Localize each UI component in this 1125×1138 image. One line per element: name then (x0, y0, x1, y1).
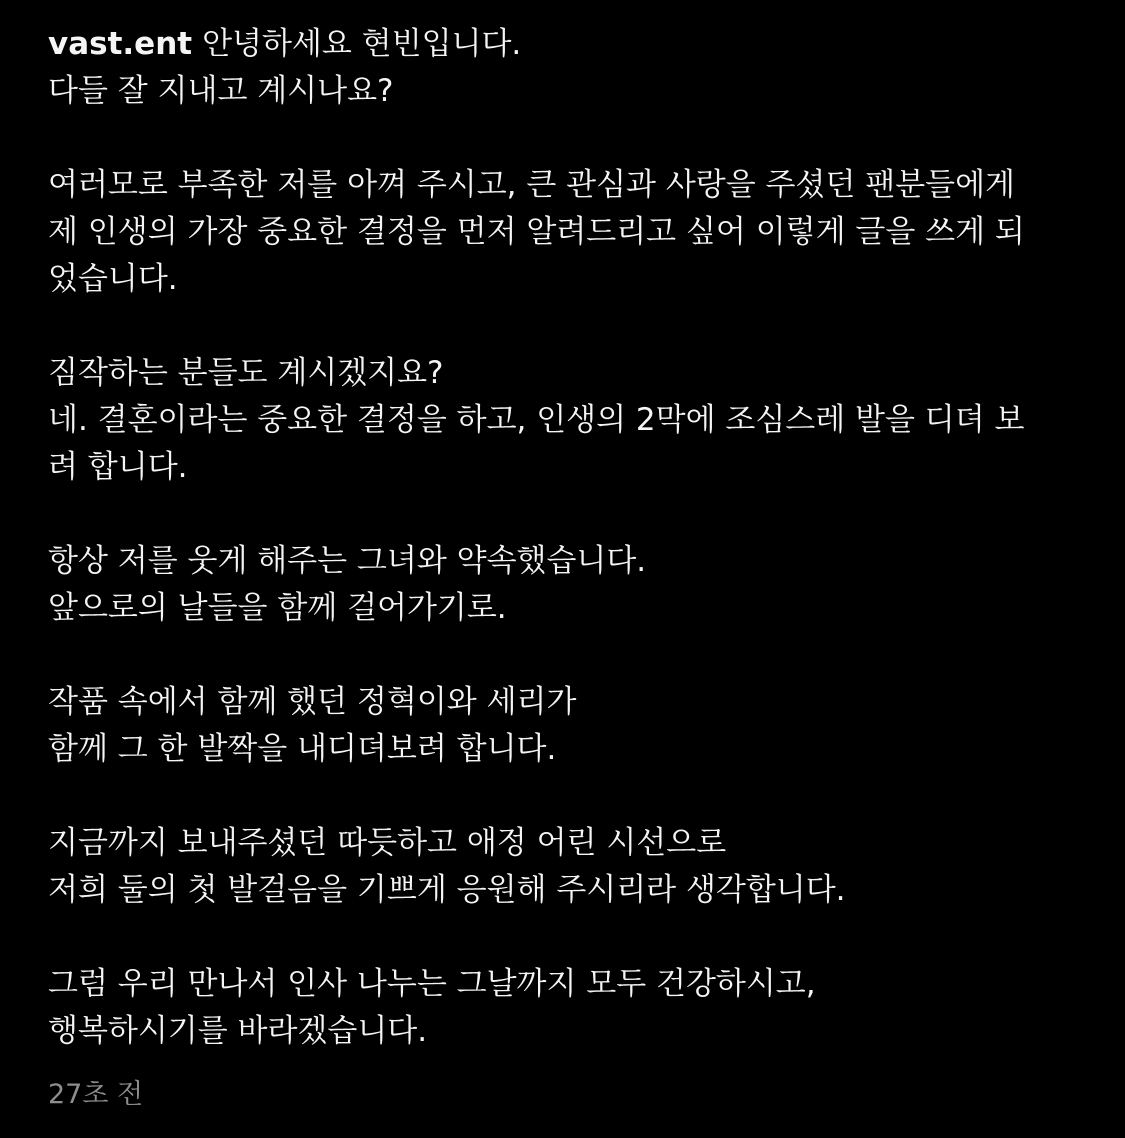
post-timestamp: 27초 전 (48, 1079, 144, 1110)
caption-line (48, 21, 1088, 68)
caption-line: 지금까지 보내주셨던 따듯하고 애정 어린 시선으로 (48, 825, 727, 861)
caption-line: 짐작하는 분들도 계시겠지요? (48, 355, 444, 391)
paragraph-gap (48, 115, 1088, 162)
paragraph-gap (48, 773, 1088, 820)
paragraph-gap (48, 632, 1088, 679)
paragraph-gap (48, 303, 1088, 350)
paragraph-gap (48, 491, 1088, 538)
caption-line: 함께 그 한 발짝을 내디뎌보려 합니다. (48, 731, 557, 767)
paragraph-gap (48, 914, 1088, 961)
caption-line: 항상 저를 웃게 해주는 그녀와 약속했습니다. (48, 543, 647, 579)
caption-line: 다들 잘 지내고 계시나요? (48, 73, 394, 109)
caption-line: 행복하시기를 바라겠습니다. (48, 1013, 428, 1049)
username-link[interactable]: vast.ent (48, 26, 193, 62)
caption-line: 제 인생의 가장 중요한 결정을 먼저 알려드리고 싶어 이렇게 글을 쓰게 되 (48, 214, 1025, 250)
caption-line: 네. 결혼이라는 중요한 결정을 하고, 인생의 2막에 조심스레 발을 디뎌 보 (48, 402, 1025, 438)
caption-line: 었습니다. (48, 261, 178, 297)
caption-line: 그럼 우리 만나서 인사 나누는 그날까지 모두 건강하시고, (48, 966, 816, 1002)
caption-text: 안녕하세요 현빈입니다. (202, 26, 522, 62)
caption-line: 저희 둘의 첫 발걸음을 기쁘게 응원해 주시리라 생각합니다. (48, 872, 846, 908)
caption-line: 려 합니다. (48, 449, 188, 485)
caption-line: 작품 속에서 함께 했던 정혁이와 세리가 (48, 684, 577, 720)
caption-line: 여러모로 부족한 저를 아껴 주시고, 큰 관심과 사랑을 주셨던 팬분들에게 (48, 167, 1015, 203)
caption-line: 앞으로의 날들을 함께 걸어가기로. (48, 590, 507, 626)
post-caption (48, 21, 1088, 1055)
